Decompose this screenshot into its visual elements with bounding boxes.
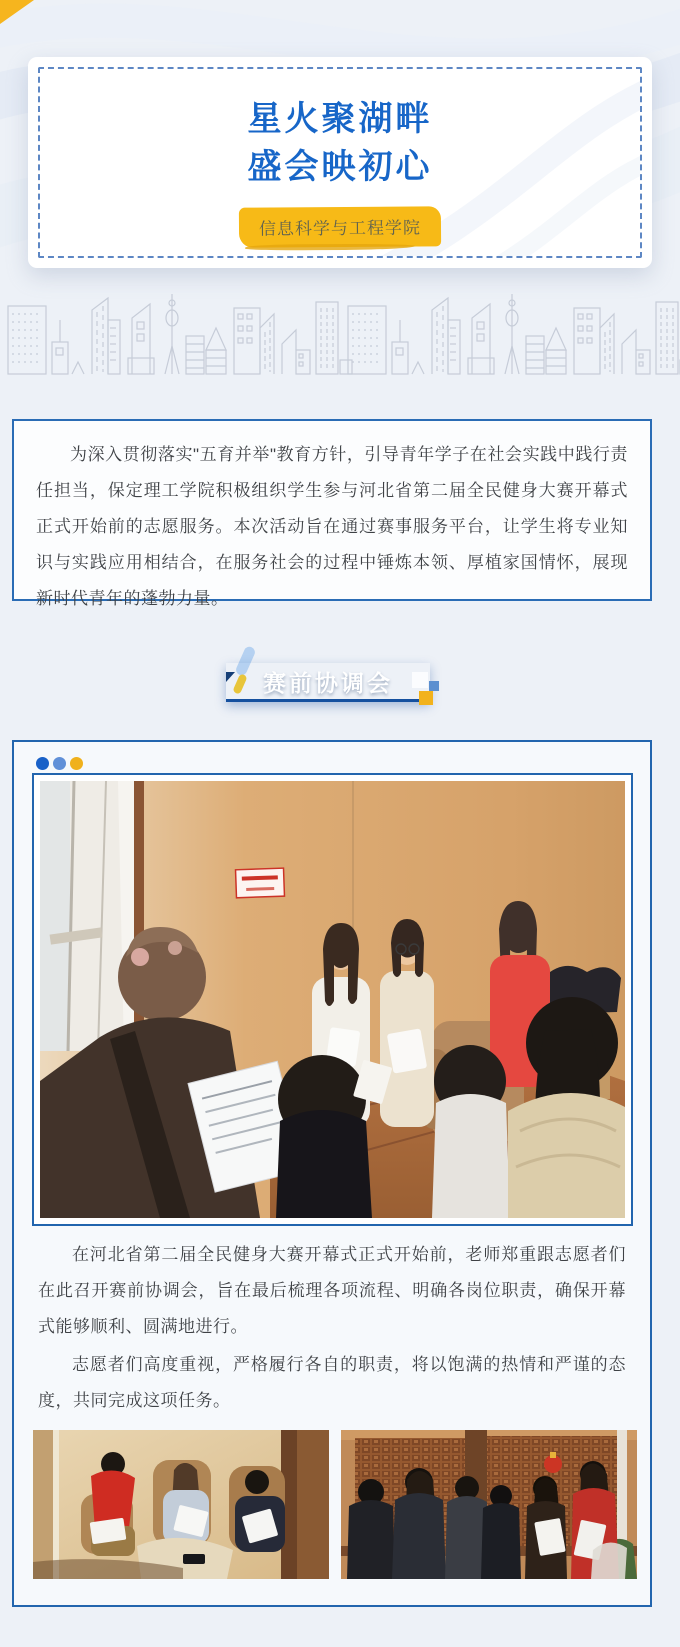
decor-dot-light-blue (53, 757, 66, 770)
intro-paragraph: 为深入贯彻落实"五育并举"教育方针，引导青年学子在社会实践中践行责任担当，保定理工学院积极组织学生参与河北省第二届全民健身大赛开幕式正式开始前的志愿服务。本次活动旨在通过赛事服务平台，让学生将专业知识与实践应用相结合，在服务社会的过程中锤炼本领、厚植家国情怀，展现新时代青年的蓬勃力量。 (36, 445, 628, 608)
photo-volunteers-corridor[interactable] (341, 1430, 637, 1579)
page-title-line1: 星火聚湖畔 (247, 100, 433, 138)
photo-row (33, 1430, 637, 1579)
college-badge: 信息科学与工程学院 (239, 206, 441, 247)
header-title-block (40, 95, 640, 247)
main-photo-frame (32, 773, 633, 1226)
decor-dots (36, 757, 83, 770)
article-text-block (38, 1237, 626, 1421)
city-skyline-illustration (0, 288, 680, 380)
photo-volunteers-reading[interactable] (33, 1430, 329, 1579)
corner-yellow-triangle-decoration (0, 0, 34, 24)
intro-text-box (12, 419, 652, 608)
page-title-line2: 盛会映初心 (247, 148, 433, 186)
content-card (12, 740, 652, 1607)
section-banner (226, 663, 430, 702)
banner-white-square-decoration (412, 672, 428, 688)
header-card (28, 57, 652, 268)
banner-blue-square-decoration (429, 681, 439, 691)
main-photo[interactable] (40, 781, 625, 1218)
banner-yellow-square-decoration (419, 691, 433, 705)
decor-dot-yellow (70, 757, 83, 770)
header-dashed-border (38, 67, 642, 258)
article-paragraph-1: 在河北省第二届全民健身大赛开幕式正式开始前，老师郑重跟志愿者们在此召开赛前协调会，旨在最后梳理各项流程、明确各岗位职责，确保开幕式能够顺利、圆满地进行。 (38, 1245, 626, 1336)
decor-dot-dark-blue (36, 757, 49, 770)
section-title: 赛前协调会 (263, 669, 393, 696)
article-paragraph-2: 志愿者们高度重视，严格履行各自的职责，将以饱满的热情和严谨的态度，共同完成这项任务。 (38, 1355, 626, 1410)
banner-navy-triangle-decoration (226, 672, 235, 682)
